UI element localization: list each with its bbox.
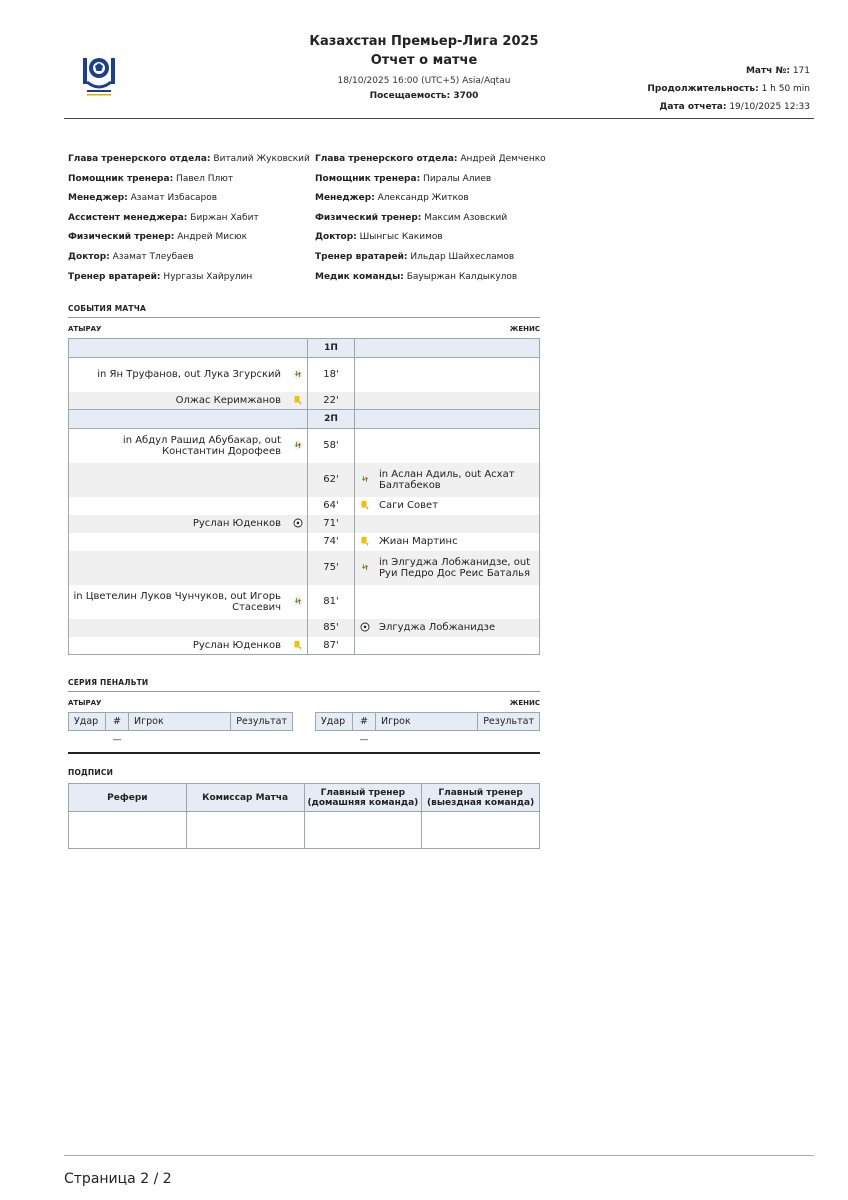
staff-name: Нургазы Хайрулин (163, 271, 253, 282)
home-staff-row (68, 170, 310, 190)
staff-role: Тренер вратарей: (68, 271, 161, 282)
away-staff-row (315, 268, 546, 288)
staff-role: Доктор: (68, 251, 110, 262)
away-staff-row (315, 228, 546, 248)
substitution-icon (293, 440, 303, 450)
staff-name: Андрей Демченко (460, 154, 546, 164)
report-date (647, 98, 810, 116)
staff-name: Павел Плют (176, 173, 234, 184)
page-number: Страница 2 / 2 (64, 1171, 172, 1187)
event-home-text: Руслан Юденков (192, 639, 281, 651)
sig-referee-header: Рефери (69, 784, 187, 812)
signatures-table (68, 783, 540, 849)
event-row (69, 429, 540, 463)
event-row (69, 392, 540, 410)
substitution-icon (360, 562, 370, 572)
sig-away-coach-cell (422, 812, 540, 849)
staff-role: Физический тренер: (68, 232, 175, 243)
staff-name: Александр Житков (377, 193, 469, 204)
pen-col-result: Результат (478, 713, 540, 731)
event-row (69, 551, 540, 585)
away-staff-row (315, 248, 546, 268)
league-title: Казахстан Премьер-Лига 2025 (309, 34, 539, 49)
events-section-title: СОБЫТИЯ МАТЧА (68, 304, 146, 313)
event-home-text (69, 533, 290, 551)
event-away-text: in Аслан Адиль, out Асхат Балтабеков (375, 463, 540, 497)
event-away-text (375, 585, 540, 619)
svg-text:Y: Y (299, 646, 302, 650)
signatures-section-title: ПОДПИСИ (68, 768, 114, 777)
staff-role: Менеджер: (68, 193, 128, 204)
staff-name: Азамат Тлеубаев (112, 251, 194, 262)
event-minute: 71' (308, 515, 355, 533)
svg-text:Y: Y (366, 506, 369, 510)
staff-role: Медик команды: (315, 271, 404, 282)
event-row (69, 533, 540, 551)
sig-referee-cell (69, 812, 187, 849)
away-staff-row (315, 209, 546, 229)
svg-text:Y: Y (366, 542, 369, 546)
duration-value: 1 h 50 min (761, 84, 810, 94)
away-staff-row (315, 189, 546, 209)
pen-col-player: Игрок (129, 713, 231, 731)
event-minute: 87' (308, 637, 355, 655)
period-header-row (69, 339, 540, 358)
penalties-away-team: ЖЕНИС (509, 699, 540, 707)
event-home-text (69, 619, 290, 637)
event-minute: 62' (308, 463, 355, 497)
home-staff-row (68, 209, 310, 229)
yellow-card-icon (293, 640, 303, 650)
home-staff-row (68, 248, 310, 268)
staff-role: Тренер вратарей: (315, 251, 408, 262)
event-home-text (69, 463, 290, 497)
away-staff-row (315, 150, 546, 170)
pen-col-result: Результат (231, 713, 293, 731)
match-meta (647, 62, 810, 116)
pen-away-empty: — (359, 735, 369, 745)
event-minute: 64' (308, 497, 355, 515)
match-duration (647, 80, 810, 98)
event-home-text: in Абдул Рашид Абубакар, out Константин Дорофеев (122, 434, 281, 457)
staff-role: Глава тренерского отдела: (68, 154, 211, 164)
staff-role: Физический тренер: (315, 212, 422, 223)
event-minute: 75' (308, 551, 355, 585)
event-away-text (375, 637, 540, 655)
staff-role: Глава тренерского отдела: (315, 154, 458, 164)
staff-role: Помощник тренера: (68, 173, 174, 184)
home-staff-row (68, 268, 310, 288)
period-header-row (69, 410, 540, 429)
event-row (69, 515, 540, 533)
sig-commissioner-header: Комиссар Матча (186, 784, 304, 812)
event-home-text: in Цветелин Луков Чунчуков, out Игорь Стасевич (73, 590, 281, 613)
staff-name: Шынгыс Какимов (359, 232, 443, 243)
staff-role: Ассистент менеджера: (68, 212, 188, 223)
event-row (69, 637, 540, 655)
event-home-text: Руслан Юденков (69, 515, 290, 533)
goal-ball-icon (360, 622, 370, 632)
attendance-value: 3700 (453, 91, 479, 101)
event-home-text: Олжас Керимжанов (69, 392, 290, 410)
events-away-team: ЖЕНИС (509, 325, 540, 333)
event-minute: 58' (308, 429, 355, 463)
home-staff-list (68, 150, 310, 287)
staff-name: Максим Азовский (424, 212, 508, 223)
pen-col-shot: Удар (69, 713, 106, 731)
substitution-icon (293, 596, 303, 606)
attendance-label: Посещаемость: (369, 91, 451, 101)
match-datetime: 18/10/2025 16:00 (UTC+5) Asia/Aqtau (337, 76, 511, 86)
event-away-text: in Элгуджа Лобжанидзе, out Руи Педро Дос Реис Баталья (375, 551, 540, 585)
goal-ball-icon (293, 518, 303, 528)
event-minute: 74' (308, 533, 355, 551)
pen-col-number: # (353, 713, 376, 731)
substitution-icon (360, 474, 370, 484)
event-away-text (375, 358, 540, 392)
event-row (69, 619, 540, 637)
pen-col-number: # (106, 713, 129, 731)
report-title: Отчет о матче (370, 53, 478, 68)
event-row (69, 497, 540, 515)
event-home-text (69, 551, 290, 585)
svg-text:Y: Y (299, 401, 302, 405)
penalties-section-rule (68, 691, 540, 692)
header-divider (64, 118, 814, 119)
pen-col-shot: Удар (316, 713, 353, 731)
event-away-text: Саги Совет (379, 500, 439, 511)
pen-home-empty: — (112, 735, 122, 745)
staff-name: Азамат Избасаров (130, 193, 218, 204)
sig-home-coach-cell (304, 812, 422, 849)
staff-name: Ильдар Шайхесламов (410, 251, 515, 262)
event-row (69, 585, 540, 619)
match-number-label: Матч №: (745, 66, 790, 76)
yellow-card-icon (293, 395, 303, 405)
event-away-text (375, 515, 540, 533)
home-staff-row (68, 189, 310, 209)
event-away-text (375, 392, 540, 410)
event-minute: 18' (308, 358, 355, 392)
events-table (68, 338, 540, 655)
event-row (69, 358, 540, 392)
event-minute: 22' (308, 392, 355, 410)
sig-commissioner-cell (186, 812, 304, 849)
period-label: 1П (308, 339, 355, 358)
match-number (647, 62, 810, 80)
report-date-label: Дата отчета: (659, 102, 727, 112)
penalties-home-team: АТЫРАУ (68, 699, 102, 707)
penalties-home-table (68, 712, 293, 749)
footer-rule (64, 1155, 814, 1156)
substitution-icon (293, 369, 303, 379)
pen-col-player: Игрок (376, 713, 478, 731)
staff-name: Биржан Хабит (190, 212, 259, 223)
event-away-text: Жиан Мартинс (379, 536, 458, 547)
sig-home-coach-header: Главный тренер (домашняя команда) (304, 784, 422, 812)
staff-name: Андрей Мисюк (177, 232, 248, 243)
penalties-section-title: СЕРИЯ ПЕНАЛЬТИ (68, 678, 149, 687)
away-staff-list (315, 150, 546, 287)
event-row (69, 463, 540, 497)
penalties-bottom-rule (68, 752, 540, 754)
home-staff-row (68, 150, 310, 170)
penalties-away-table (315, 712, 540, 749)
event-minute: 85' (308, 619, 355, 637)
yellow-card-icon (360, 536, 370, 546)
duration-label: Продолжительность: (647, 84, 759, 94)
event-away-text (375, 429, 540, 463)
event-home-text (69, 497, 290, 515)
events-section-rule (68, 317, 540, 318)
event-home-text: in Ян Труфанов, out Лука Згурский (97, 369, 281, 381)
sig-away-coach-header: Главный тренер (выездная команда) (422, 784, 540, 812)
event-away-text: Элгуджа Лобжанидзе (375, 619, 540, 637)
yellow-card-icon (360, 500, 370, 510)
match-number-value: 171 (792, 66, 810, 76)
staff-role: Доктор: (315, 232, 357, 243)
home-staff-row (68, 228, 310, 248)
report-date-value: 19/10/2025 12:33 (729, 102, 810, 112)
staff-name: Бауыржан Калдыкулов (406, 271, 518, 282)
event-minute: 81' (308, 585, 355, 619)
staff-role: Менеджер: (315, 193, 375, 204)
period-label: 2П (308, 410, 355, 429)
away-staff-row (315, 170, 546, 190)
staff-role: Помощник тренера: (315, 173, 421, 184)
staff-name: Пиралы Алиев (423, 173, 492, 184)
staff-name: Виталий Жуковский (213, 154, 310, 164)
events-home-team: АТЫРАУ (68, 325, 102, 333)
